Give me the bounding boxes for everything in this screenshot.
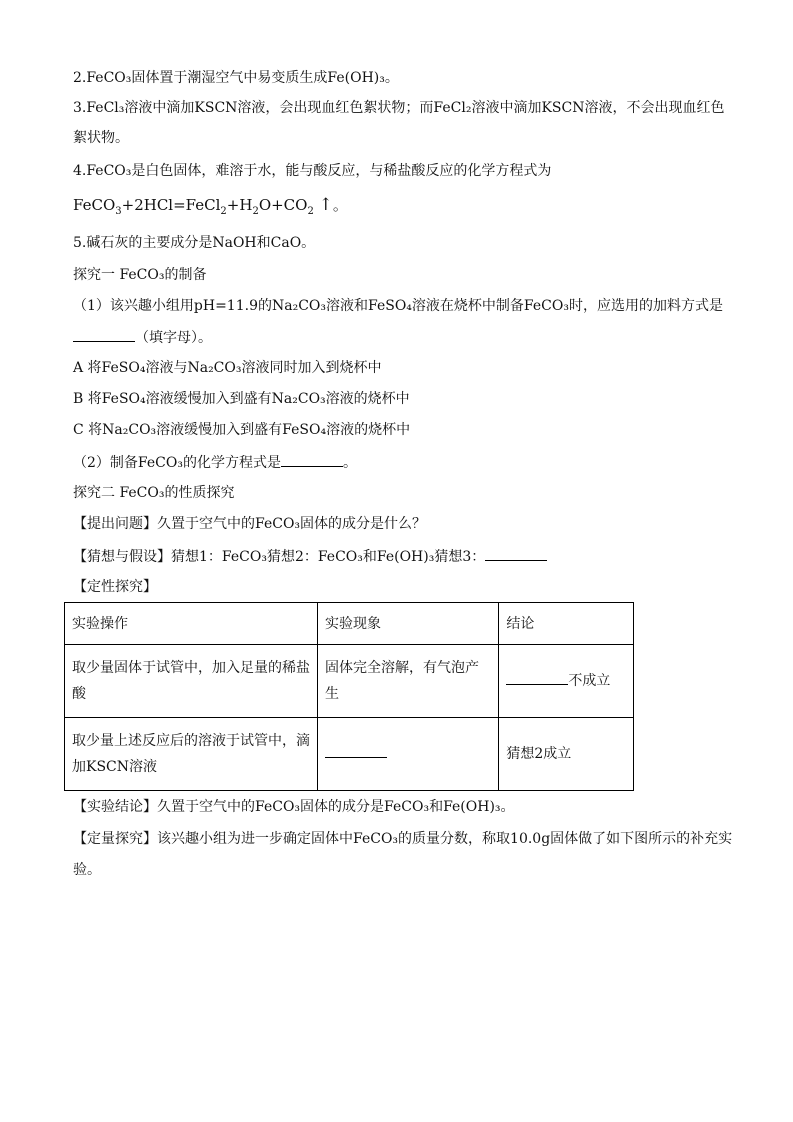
experiment-conclusion: 【实验结论】久置于空气中的FeCO₃固体的成分是FeCO₃和Fe(OH)₃。 <box>73 799 515 815</box>
answer-blank[interactable] <box>506 670 568 685</box>
table-cell: 固体完全溶解，有气泡产生 <box>318 645 499 718</box>
answer-blank[interactable] <box>325 743 387 758</box>
section-2-heading: 探究二 FeCO₃的性质探究 <box>73 485 235 501</box>
question-1-line2: （填字母）。 <box>73 327 212 348</box>
question-2: （2）制备FeCO₃的化学方程式是 。 <box>73 452 357 473</box>
info-item-5: 5.碱石灰的主要成分是NaOH和CaO。 <box>73 235 316 251</box>
option-c: C 将Na₂CO₃溶液缓慢加入到盛有FeSO₄溶液的烧杯中 <box>73 422 411 438</box>
option-b: B 将FeSO₄溶液缓慢加入到盛有Na₂CO₃溶液的烧杯中 <box>73 391 410 407</box>
table-header-cell: 结论 <box>499 603 634 645</box>
table-row <box>65 718 634 791</box>
quantitative-line2: 验。 <box>73 862 101 878</box>
quantitative-line1: 【定量探究】该兴趣小组为进一步确定固体中FeCO₃的质量分数，称取10.0g固体做了如下图所示的补充实 <box>73 831 733 847</box>
table-row <box>65 645 634 718</box>
question-raised: 【提出问题】久置于空气中的FeCO₃固体的成分是什么？ <box>73 516 427 532</box>
table-header-row <box>65 603 634 645</box>
table-header-cell: 实验操作 <box>65 603 318 645</box>
table-cell: 猜想2成立 <box>499 718 634 791</box>
experiment-table <box>64 602 634 791</box>
table-cell <box>318 718 499 791</box>
table-cell: 不成立 <box>499 645 634 718</box>
gas-up-arrow-icon: ↑ <box>318 195 333 215</box>
table-cell: 取少量上述反应后的溶液于试管中，滴加KSCN溶液 <box>65 718 318 791</box>
info-item-4: 4.FeCO₃是白色固体，难溶于水，能与酸反应，与稀盐酸反应的化学方程式为 <box>73 163 552 179</box>
info-item-2: 2.FeCO₃固体置于潮湿空气中易变质生成Fe(OH)₃。 <box>73 70 399 86</box>
answer-blank[interactable] <box>485 546 547 561</box>
section-1-heading: 探究一 FeCO₃的制备 <box>73 267 207 283</box>
answer-blank[interactable] <box>281 452 343 467</box>
table-cell: 取少量固体于试管中，加入足量的稀盐酸 <box>65 645 318 718</box>
qualitative-label: 【定性探究】 <box>73 579 157 595</box>
info-item-3-line1: 3.FeCl₃溶液中滴加KSCN溶液，会出现血红色絮状物；而FeCl₂溶液中滴加KSCN溶液，不会出现血红色 <box>73 100 725 116</box>
equation-hcl: $FeCO_3+2HCl=FeCl_2+H_2O+CO_2$ ↑。 <box>73 195 348 217</box>
option-a: A 将FeSO₄溶液与Na₂CO₃溶液同时加入到烧杯中 <box>73 360 382 376</box>
table-header-cell: 实验现象 <box>318 603 499 645</box>
hypotheses: 【猜想与假设】猜想1：FeCO₃猜想2：FeCO₃和Fe(OH)₃猜想3： <box>73 546 547 567</box>
answer-blank[interactable] <box>73 327 135 342</box>
question-1-line1: （1）该兴趣小组用pH=11.9的Na₂CO₃溶液和FeSO₄溶液在烧杯中制备FeCO₃时，应选用的加料方式是 <box>73 298 723 314</box>
info-item-3-line2: 絮状物。 <box>73 130 129 146</box>
